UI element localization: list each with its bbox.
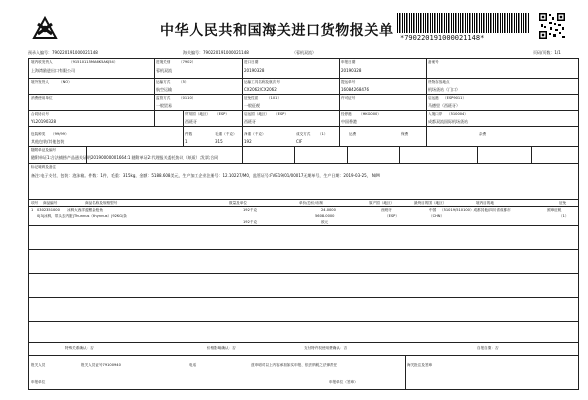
declare-date-label: 申报日期 <box>341 60 356 64</box>
contract: YL20190328 <box>31 119 57 124</box>
goods-row-divider <box>29 321 578 341</box>
consignee-name: 上海湾励进出口有限公司 <box>31 68 75 73</box>
goods-exempt-code: （1） <box>559 214 569 218</box>
origin-country-code: （ESP） <box>274 112 288 116</box>
col-divider <box>399 146 400 163</box>
col-divider <box>242 59 243 146</box>
declarer-label: 报关人员 <box>31 363 46 367</box>
freight-label: 运费 <box>349 132 357 136</box>
row-divider <box>29 110 578 111</box>
goods-row-divider <box>29 297 578 317</box>
declaration-grid <box>28 58 579 390</box>
transit-code: （HKG000） <box>359 112 381 116</box>
goods-header-price: 单价/总价/币制 <box>299 201 323 205</box>
row-divider <box>29 146 578 147</box>
license-label: 许可证号 <box>341 96 356 100</box>
transport-label: 运输方式 <box>156 80 171 84</box>
col-divider <box>154 59 155 126</box>
goods-no: 1 <box>31 208 34 212</box>
page-indicator: 页码/页数：1/1 <box>533 50 561 55</box>
transport-code: （5） <box>179 80 189 84</box>
marks-line: 备注:电子支付，包装：泡沫箱。件数：1件，毛重：315kg，金额：5188.608美元，生产加工企业注册号：12.10227/M0，监管证号:FVE19/01/00017无期单号，生产日期：2019-03-25， N/M <box>31 173 380 178</box>
goods-domestic: （51019/510100）成都其他/四川省成都市 <box>440 208 511 212</box>
vessel: CX2062/CX2062 <box>244 87 277 92</box>
goods-final: 中国 <box>429 208 437 212</box>
goods-qty1: 192千克 <box>243 208 258 212</box>
preentry-label: 预录入编号： <box>28 50 52 55</box>
entry-port: 蓉机双流 <box>156 68 172 73</box>
preentry-value: 790220191000021148 <box>52 50 98 55</box>
row-divider <box>29 342 578 343</box>
goods-header-domestic: 境内目的地 <box>476 201 494 205</box>
col-divider <box>183 110 184 146</box>
row-divider <box>29 78 578 79</box>
supervision-label: 监管方式 <box>156 96 171 100</box>
customs-name: （蓉机双流） <box>292 50 316 55</box>
tax-code: （101） <box>267 96 282 100</box>
barcode-text: *79022019100002114​8* <box>400 34 485 42</box>
transport: 航空运输 <box>156 87 172 92</box>
deal-code: （1） <box>318 132 328 136</box>
record-label: 备案号 <box>428 60 439 64</box>
declare-date: 20190328 <box>341 68 362 73</box>
tax: 一般征税 <box>244 103 260 108</box>
col-divider <box>426 59 427 146</box>
col-divider <box>531 146 532 163</box>
overseas-label: 境外发货人 <box>31 80 49 84</box>
unit-label: 申报单位 <box>31 380 46 384</box>
destination-label: 货物存放地点 <box>428 80 450 84</box>
insurance-label: 保费 <box>401 132 409 136</box>
package-label: 包装种类 <box>31 132 46 136</box>
import-date-label: 进口日期 <box>244 60 259 64</box>
goods-exempt: 照章征税 <box>547 208 562 212</box>
customs-remark-label: 海关批注及签章 <box>407 363 433 367</box>
col-divider <box>347 146 348 163</box>
goods-header-code: 商品编号 <box>43 201 58 205</box>
row-divider <box>29 126 578 127</box>
consignee-label: 境内收发货人 <box>31 60 53 64</box>
transit-label: 经停港 <box>341 112 352 116</box>
price-impact: 价格影响确认：否 <box>207 346 236 350</box>
col-divider <box>294 146 295 163</box>
goods-name-line1: 冰鲜大西洋蓝鳍金枪鱼 <box>67 208 103 212</box>
row-divider <box>29 355 578 356</box>
customs-number <box>183 50 249 55</box>
customs-number-value: 790220191000021148 <box>203 50 249 55</box>
entry-place: 成都双流国际机场货站 <box>428 119 468 124</box>
supervision-code: （0110） <box>179 96 196 100</box>
docs-label: 随附单证及编号 <box>31 148 57 152</box>
row-divider <box>29 199 578 200</box>
col-divider <box>242 146 243 163</box>
vessel-label: 运输工具名称及航次号 <box>244 80 280 84</box>
col-divider <box>339 59 340 146</box>
bill: 16084268476 <box>341 87 369 92</box>
entry-place-label: 入境口岸 <box>428 112 443 116</box>
pieces: 1 <box>185 139 188 144</box>
form-title: 中华人民共和国海关进口货物报关单 <box>160 23 394 39</box>
goods-origin: 西班牙 <box>381 208 392 212</box>
preentry-number <box>28 50 98 55</box>
gross-label: 毛重（千克） <box>215 132 237 136</box>
customs-number-label: 海关编号： <box>183 50 203 55</box>
docs-line: 随附单证1:合法捕捞产品通关证明20190000001664:1 随附单证2:代理报关委托协议（纸质）;发票;合同 <box>31 155 219 160</box>
trade-country: 西班牙 <box>185 119 197 124</box>
package: 其他包装/其他包装 <box>31 139 65 144</box>
gross: 315 <box>215 139 223 144</box>
row-divider <box>29 163 578 164</box>
departure-label: 启运港 <box>428 96 439 100</box>
goods-header-final: 最终目的国（地区） <box>414 201 447 205</box>
self-report: 自报自缴：否 <box>477 346 499 350</box>
package-code: （99/99） <box>51 132 69 136</box>
goods-currency: 欧元 <box>321 220 329 224</box>
barcode <box>397 13 529 33</box>
bill-label: 提运单号 <box>341 80 356 84</box>
tax-label: 征免性质 <box>244 96 259 100</box>
departure: 马德里（西班牙） <box>428 103 460 108</box>
royalty: 支付特许权使用费确认：否 <box>304 346 348 350</box>
goods-origin-code: （ESP） <box>385 214 399 218</box>
statement: 兹申明对以上内容承担如实申报、依法纳税之法律责任 <box>251 363 338 367</box>
col-divider <box>477 146 478 163</box>
goods-price1: 24.0000 <box>321 208 336 212</box>
qr-code-icon <box>538 12 566 40</box>
special-relation: 特殊关系确认：否 <box>65 346 94 350</box>
entry-port-label: 进境关别 <box>156 60 171 64</box>
departure-code: （ESP9011） <box>443 96 467 100</box>
trade-country-label: 贸易国（地区） <box>185 112 211 116</box>
goods-header-qty: 数量及单位 <box>229 201 247 205</box>
unit-seal-label: 申报单位（签章） <box>329 380 358 384</box>
deal: CIF <box>296 139 303 144</box>
row-divider <box>29 94 578 95</box>
goods-row-divider <box>29 273 578 293</box>
consignee-code: （91510115MA6K5AKJ54） <box>69 60 118 64</box>
goods-header-no: 项号 <box>31 201 39 205</box>
goods-code: 0302351000 <box>37 208 60 212</box>
consumer-label: 消费使用单位 <box>31 96 53 100</box>
phone-label: 电话 <box>189 363 197 367</box>
goods-header-name: 商品名称及规格型号 <box>85 201 118 205</box>
import-date: 20190328 <box>244 68 265 73</box>
entry-port-code: （7902） <box>179 60 196 64</box>
goods-header-exempt: 征免 <box>559 201 567 205</box>
overseas-code: （NO） <box>59 80 72 84</box>
misc-label: 杂费 <box>479 132 487 136</box>
contract-label: 合同协议号 <box>31 112 49 116</box>
net: 192 <box>244 139 252 144</box>
goods-header-origin: 原产国（地区） <box>369 201 395 205</box>
goods-row-divider <box>29 225 578 245</box>
origin-country: 西班牙 <box>244 119 256 124</box>
origin-country-label: 启运国（地区） <box>244 112 270 116</box>
goods-row-divider <box>29 249 578 269</box>
destination: 机场货站（门口） <box>428 87 460 92</box>
trade-country-code: （ESP） <box>215 112 229 116</box>
entry-place-code: （510004） <box>447 112 468 116</box>
marks-label: 标记唛码及备注 <box>31 165 57 169</box>
transit: 中国香港 <box>341 119 357 124</box>
net-label: 净重（千克） <box>244 132 266 136</box>
goods-qty2: 192千克 <box>243 220 258 224</box>
supervision: 一般贸易 <box>156 103 172 108</box>
goods-price2: 5608.0000 <box>315 214 335 218</box>
pieces-label: 件数 <box>185 132 193 136</box>
declarer-cert: 报关人员证号79100940 <box>81 363 121 367</box>
goods-final-code: （CHN） <box>429 214 445 218</box>
goods-name-line2: 0|3|冰鲜，带头去内脏|Thunnus（thynnus）|92KG/条 <box>37 214 127 218</box>
customs-emblem-icon <box>28 12 62 46</box>
col-divider <box>405 355 406 389</box>
deal-label: 成交方式 <box>296 132 311 136</box>
